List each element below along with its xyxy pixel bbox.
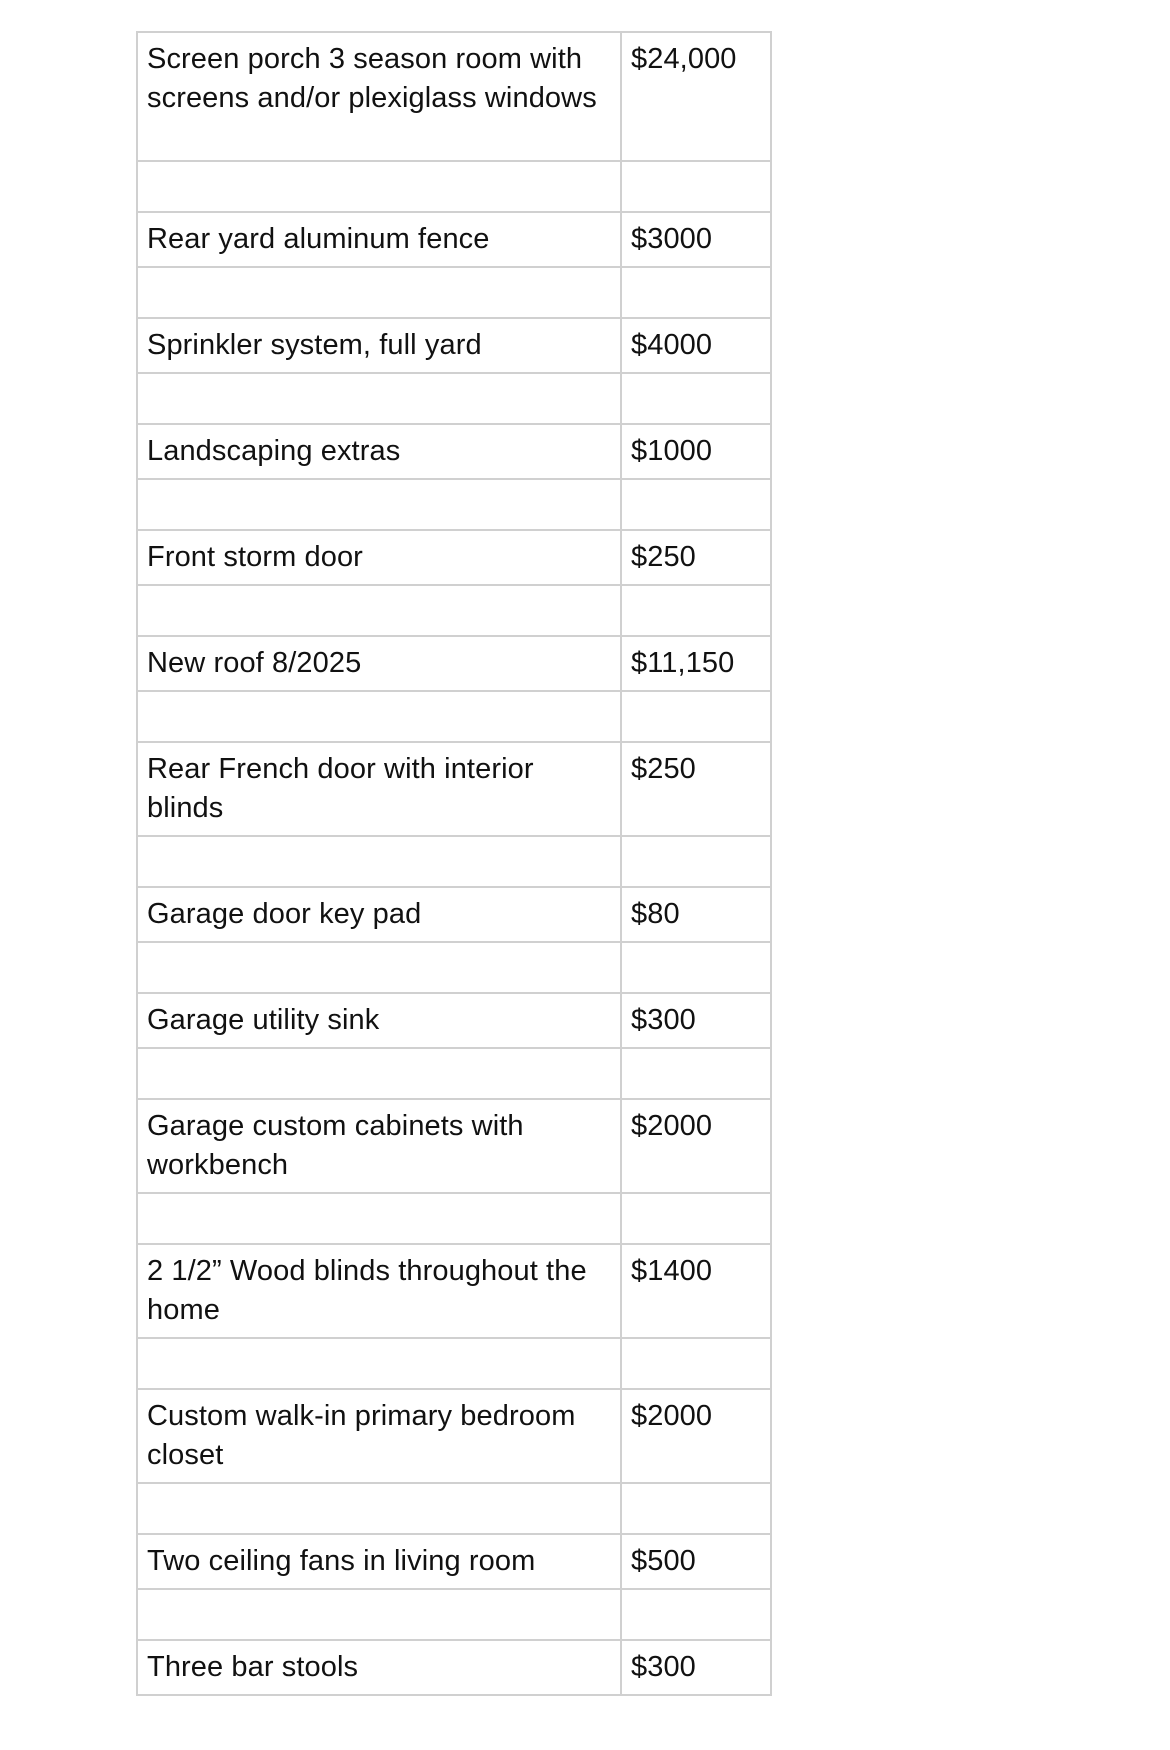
empty-row xyxy=(137,267,771,318)
item-cost-cell: $1400 xyxy=(621,1244,771,1338)
item-description-cell: Front storm door xyxy=(137,530,621,585)
empty-cell xyxy=(621,585,771,636)
table-row xyxy=(137,212,771,267)
item-description-cell: Garage door key pad xyxy=(137,887,621,942)
item-cost-cell: $11,150 xyxy=(621,636,771,691)
item-description-cell: Rear yard aluminum fence xyxy=(137,212,621,267)
empty-cell xyxy=(137,691,621,742)
table-row xyxy=(137,530,771,585)
empty-row xyxy=(137,479,771,530)
empty-cell xyxy=(137,1338,621,1389)
empty-cell xyxy=(137,1483,621,1534)
table-row xyxy=(137,993,771,1048)
empty-cell xyxy=(621,1193,771,1244)
item-cost-cell: $1000 xyxy=(621,424,771,479)
empty-row xyxy=(137,585,771,636)
empty-cell xyxy=(621,161,771,212)
item-cost-cell: $500 xyxy=(621,1534,771,1589)
empty-cell xyxy=(137,267,621,318)
empty-row xyxy=(137,942,771,993)
item-cost-cell: $2000 xyxy=(621,1099,771,1193)
item-cost-cell: $24,000 xyxy=(621,32,771,161)
item-cost-cell: $4000 xyxy=(621,318,771,373)
empty-row xyxy=(137,161,771,212)
item-description-cell: Garage utility sink xyxy=(137,993,621,1048)
empty-cell xyxy=(137,585,621,636)
empty-row xyxy=(137,1048,771,1099)
item-description-cell: Screen porch 3 season room with screens and/or plexiglass windows xyxy=(137,32,621,161)
empty-cell xyxy=(137,836,621,887)
empty-row xyxy=(137,1483,771,1534)
table-row xyxy=(137,1534,771,1589)
item-description-cell: Three bar stools xyxy=(137,1640,621,1695)
empty-cell xyxy=(621,479,771,530)
item-cost-cell: $300 xyxy=(621,993,771,1048)
table-row xyxy=(137,636,771,691)
item-description-cell: Sprinkler system, full yard xyxy=(137,318,621,373)
table-row xyxy=(137,1640,771,1695)
empty-cell xyxy=(621,373,771,424)
empty-cell xyxy=(621,267,771,318)
item-cost-cell: $300 xyxy=(621,1640,771,1695)
table-row xyxy=(137,887,771,942)
empty-cell xyxy=(137,1193,621,1244)
empty-cell xyxy=(621,1589,771,1640)
empty-cell xyxy=(621,836,771,887)
empty-cell xyxy=(621,942,771,993)
table-row xyxy=(137,424,771,479)
table-row xyxy=(137,32,771,161)
empty-cell xyxy=(137,942,621,993)
table-row xyxy=(137,318,771,373)
item-description-cell: Rear French door with interior blinds xyxy=(137,742,621,836)
item-description-cell: Garage custom cabinets with workbench xyxy=(137,1099,621,1193)
item-cost-cell: $250 xyxy=(621,742,771,836)
upgrades-cost-table xyxy=(136,31,772,1696)
table-row xyxy=(137,1099,771,1193)
empty-row xyxy=(137,1589,771,1640)
empty-row xyxy=(137,373,771,424)
item-cost-cell: $3000 xyxy=(621,212,771,267)
empty-row xyxy=(137,691,771,742)
empty-cell xyxy=(137,1589,621,1640)
item-description-cell: 2 1/2” Wood blinds throughout the home xyxy=(137,1244,621,1338)
item-cost-cell: $80 xyxy=(621,887,771,942)
item-description-cell: Custom walk-in primary bedroom closet xyxy=(137,1389,621,1483)
empty-cell xyxy=(137,479,621,530)
table-row xyxy=(137,742,771,836)
empty-cell xyxy=(137,373,621,424)
table-row xyxy=(137,1389,771,1483)
empty-row xyxy=(137,836,771,887)
item-description-cell: Two ceiling fans in living room xyxy=(137,1534,621,1589)
table-body xyxy=(137,32,771,1695)
empty-row xyxy=(137,1193,771,1244)
empty-cell xyxy=(621,691,771,742)
empty-cell xyxy=(621,1483,771,1534)
item-cost-cell: $250 xyxy=(621,530,771,585)
empty-cell xyxy=(621,1048,771,1099)
item-description-cell: New roof 8/2025 xyxy=(137,636,621,691)
empty-cell xyxy=(621,1338,771,1389)
empty-row xyxy=(137,1338,771,1389)
item-cost-cell: $2000 xyxy=(621,1389,771,1483)
empty-cell xyxy=(137,1048,621,1099)
item-description-cell: Landscaping extras xyxy=(137,424,621,479)
table-row xyxy=(137,1244,771,1338)
empty-cell xyxy=(137,161,621,212)
